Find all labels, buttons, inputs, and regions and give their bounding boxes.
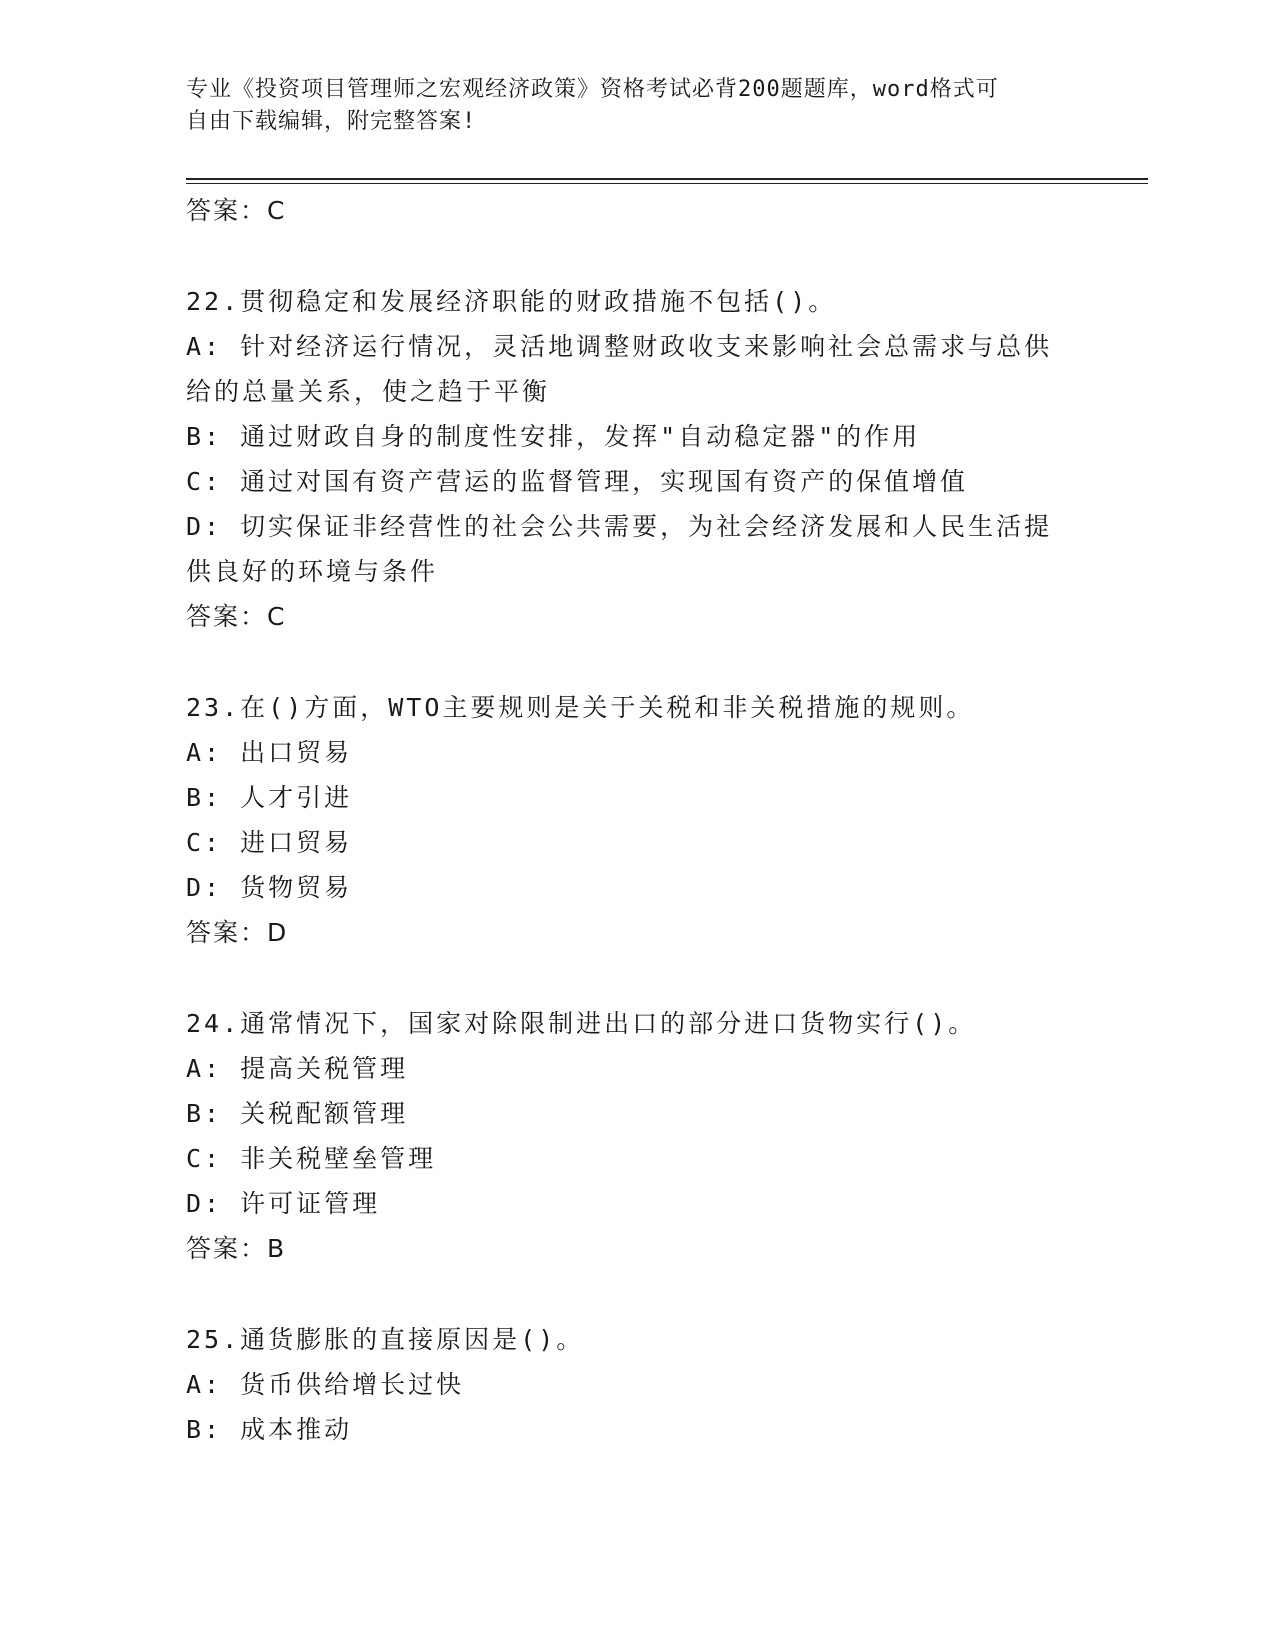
previous-answer: 答案：C: [186, 196, 287, 225]
option-a: A: 货币供给增长过快: [186, 1370, 465, 1399]
option-d: D: 切实保证非经营性的社会公共需要，为社会经济发展和人民生活提: [186, 512, 1053, 541]
option-b: B: 人才引进: [186, 783, 353, 812]
question-stem: 23.在()方面，WTO主要规则是关于关税和非关税措施的规则。: [186, 693, 975, 722]
question-block-24: [186, 1001, 1076, 1271]
header-line-1: 专业《投资项目管理师之宏观经济政策》资格考试必背200题题库，word格式可: [186, 77, 999, 102]
option-d-continued: 供良好的环境与条件: [186, 557, 439, 586]
header-line-2: 自由下载编辑，附完整答案!: [186, 109, 477, 134]
question-block-23: [186, 685, 1076, 955]
option-c: C: 进口贸易: [186, 828, 353, 857]
option-d: D: 许可证管理: [186, 1189, 381, 1218]
option-a: A: 出口贸易: [186, 738, 353, 767]
option-c: C: 通过对国有资产营运的监督管理，实现国有资产的保值增值: [186, 467, 969, 496]
question-block-22: [186, 279, 1076, 639]
header-divider-thick: [186, 178, 1148, 180]
option-a: A: 提高关税管理: [186, 1054, 409, 1083]
question-stem: 24.通常情况下，国家对除限制进出口的部分进口货物实行()。: [186, 1009, 977, 1038]
question-block-25: [186, 1317, 1076, 1452]
option-a-continued: 给的总量关系，使之趋于平衡: [186, 377, 551, 406]
answer: 答案：C: [186, 602, 287, 631]
option-b: B: 关税配额管理: [186, 1099, 409, 1128]
option-d: D: 货物贸易: [186, 873, 353, 902]
answer: 答案：B: [186, 1234, 287, 1263]
header-divider-thin: [186, 183, 1148, 184]
option-b: B: 通过财政自身的制度性安排，发挥"自动稳定器"的作用: [186, 422, 921, 451]
option-c: C: 非关税壁垒管理: [186, 1144, 437, 1173]
question-stem: 25.通货膨胀的直接原因是()。: [186, 1325, 585, 1354]
document-header: [186, 74, 1066, 138]
option-b: B: 成本推动: [186, 1415, 353, 1444]
option-a: A: 针对经济运行情况，灵活地调整财政收支来影响社会总需求与总供: [186, 332, 1053, 361]
answer: 答案：D: [186, 918, 289, 947]
question-stem: 22.贯彻稳定和发展经济职能的财政措施不包括()。: [186, 287, 837, 316]
question-content: [186, 188, 1076, 1452]
